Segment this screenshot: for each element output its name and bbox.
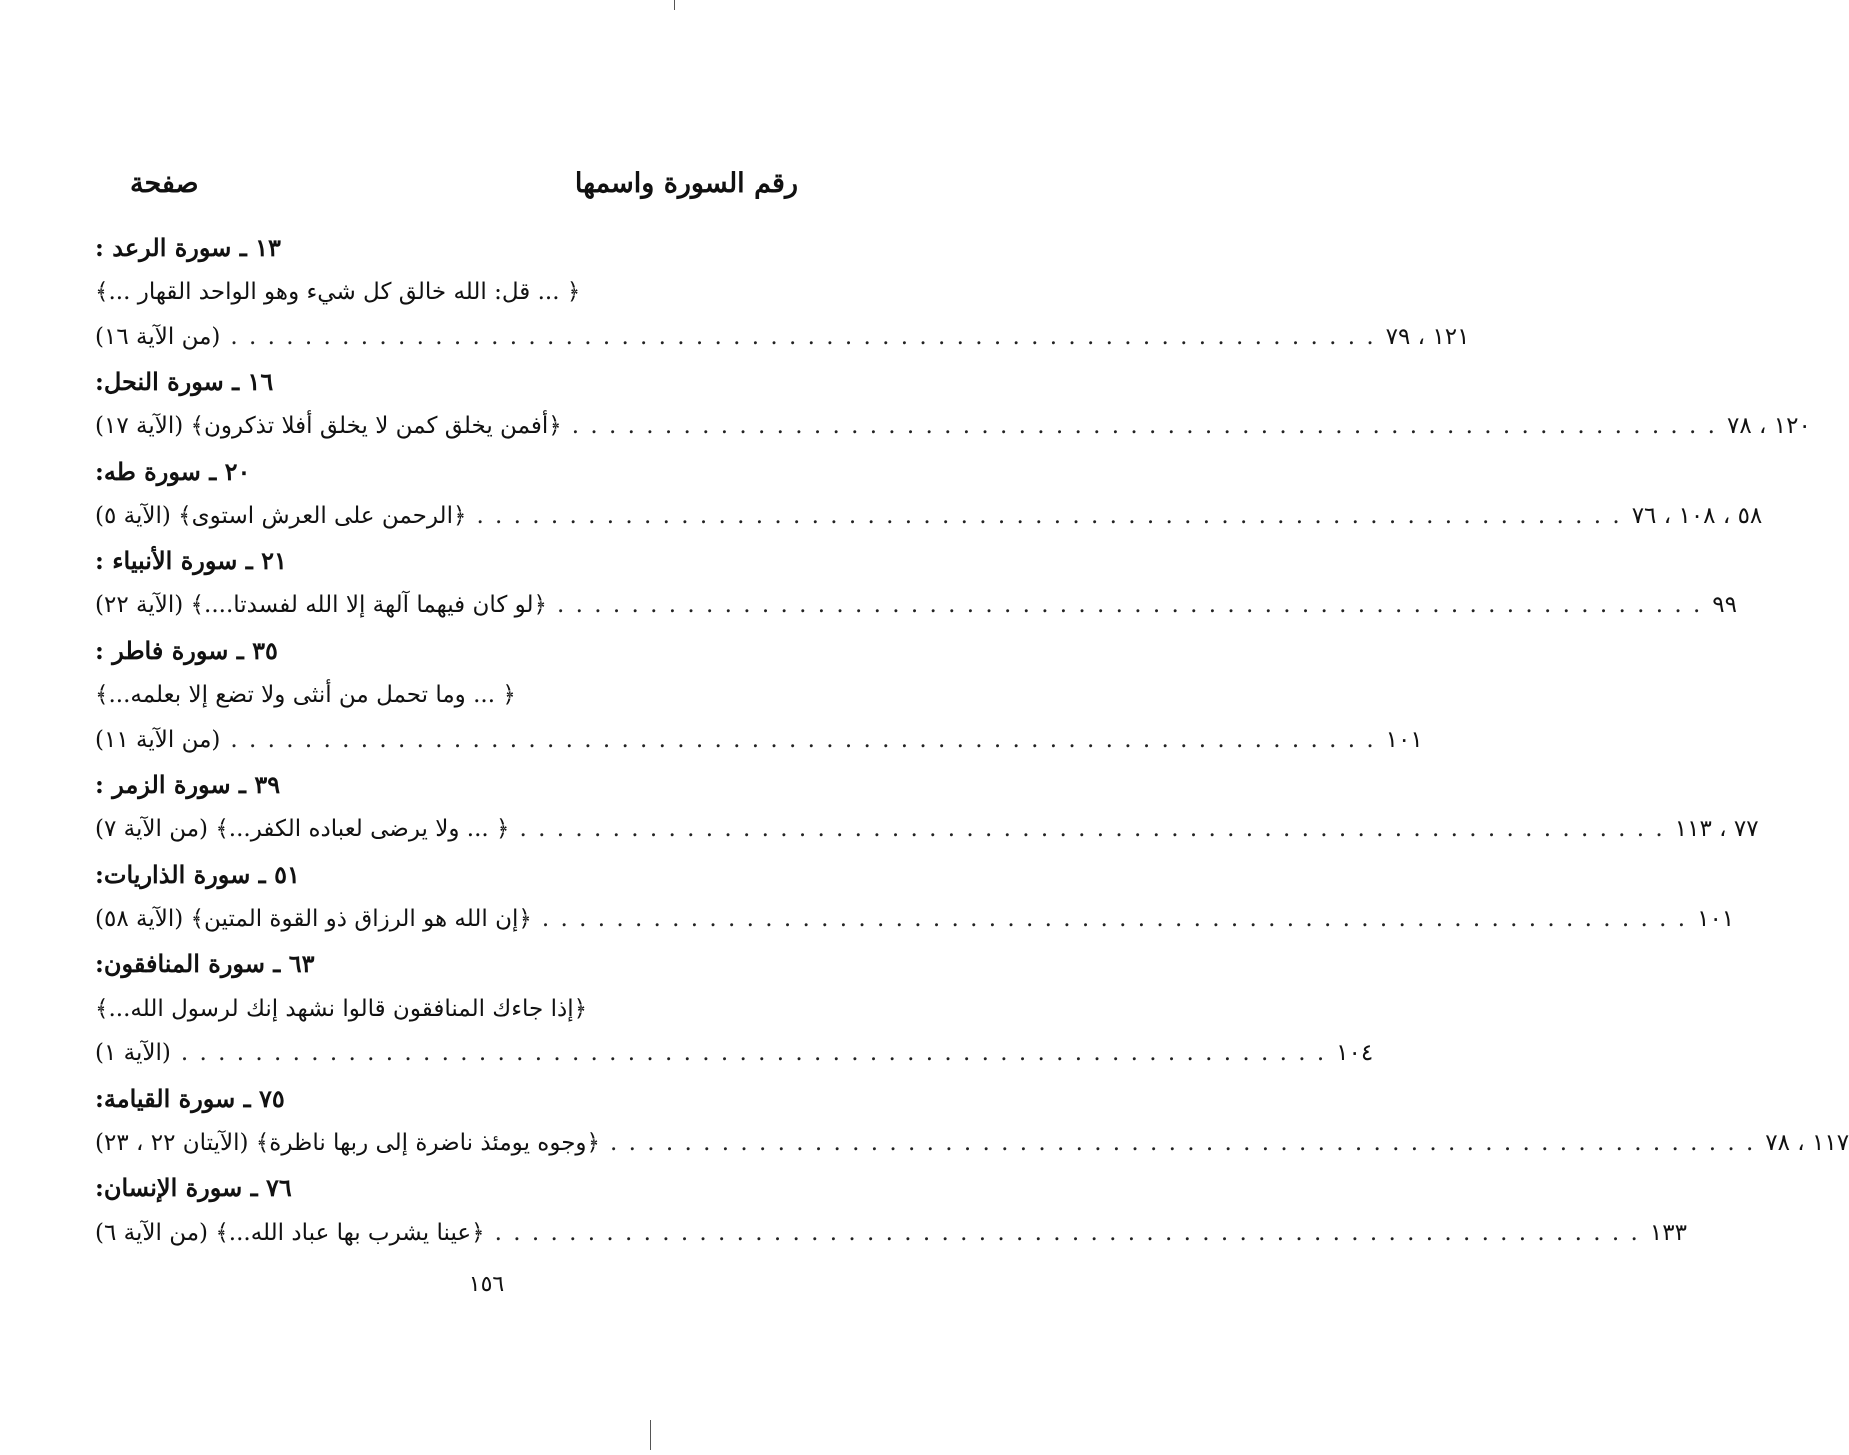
page-refs: ٧٧ ، ١١٣ xyxy=(1674,816,1759,843)
verse-text: (من الآية ١١) xyxy=(95,726,221,753)
verse-line xyxy=(95,270,798,314)
leader-dots: . . . . . . . . . . . . . . . . . . . . . . . . . . . . . . . . . . . . . . . . . . . . . . . . . . . . . . . . . . . . . . xyxy=(571,413,1717,440)
verse-reference-row xyxy=(95,1211,1687,1255)
page-refs: ١٠٤ xyxy=(1336,1040,1374,1067)
verse-reference-row xyxy=(95,1031,1374,1075)
surah-heading xyxy=(95,359,798,403)
index-header xyxy=(130,168,798,199)
surah-title: ٦٣ ـ سورة المنافقون: xyxy=(95,949,315,979)
verse-reference-row xyxy=(95,583,1737,627)
page-refs: ١٢١ ، ٧٩ xyxy=(1385,323,1470,350)
scan-mark-bottom xyxy=(650,1420,651,1450)
leader-dots: . . . . . . . . . . . . . . . . . . . . . . . . . . . . . . . . . . . . . . . . . . . . . . . . . . . . . . . . . . . . . . xyxy=(494,1219,1640,1246)
leader-dots: . . . . . . . . . . . . . . . . . . . . . . . . . . . . . . . . . . . . . . . . . . . . . . . . . . . . . . . . . . . . . . xyxy=(180,1040,1327,1067)
verse-text: ﴿عينا يشرب بها عباد الله...﴾ (من الآية ٦) xyxy=(95,1219,485,1246)
surah-title: ٢١ ـ سورة الأنبياء : xyxy=(95,546,287,576)
verse-text: ﴿ ... قل: الله خالق كل شيء وهو الواحد القهار ...﴾ xyxy=(95,278,581,305)
verse-text: ﴿الرحمن على العرش استوى﴾ (الآية ٥) xyxy=(95,502,467,529)
surah-title: ٥١ ـ سورة الذاريات: xyxy=(95,859,300,889)
surah-heading xyxy=(95,942,798,986)
leader-dots: . . . . . . . . . . . . . . . . . . . . . . . . . . . . . . . . . . . . . . . . . . . . . . . . . . . . . . . . . . . . . . xyxy=(610,1130,1756,1156)
verse-reference-row xyxy=(95,897,1735,941)
surah-title: ٢٠ ـ سورة طه: xyxy=(95,456,251,486)
header-surah-column: رقم السورة واسمها xyxy=(574,168,798,199)
surah-heading xyxy=(95,539,798,583)
page-refs: ١١٧ ، ٧٨ xyxy=(1765,1130,1849,1156)
leader-dots: . . . . . . . . . . . . . . . . . . . . . . . . . . . . . . . . . . . . . . . . . . . . . . . . . . . . . . . . . . . . . . xyxy=(519,816,1665,843)
header-page-column: صفحة xyxy=(130,168,199,199)
verse-reference-row xyxy=(95,807,1759,851)
verse-text: ﴿لو كان فيهما آلهة إلا الله لفسدتا....﴾ (الآية ٢٢) xyxy=(95,592,548,619)
page-refs: ١٢٠ ، ٧٨ xyxy=(1727,413,1811,440)
surah-title: ٣٩ ـ سورة الزمر : xyxy=(95,770,281,800)
surah-heading xyxy=(95,763,798,807)
page-refs: ٥٨ ، ١٠٨ ، ٧٦ xyxy=(1631,502,1763,529)
verse-text: ﴿وجوه يومئذ ناضرة إلى ربها ناظرة﴾ (الآيتان ٢٢ ، ٢٣) xyxy=(95,1130,601,1156)
surah-heading xyxy=(95,628,798,672)
verse-text: ﴿إذا جاءك المنافقون قالوا نشهد إنك لرسول الله...﴾ xyxy=(95,995,588,1022)
verse-text: ﴿أفمن يخلق كمن لا يخلق أفلا تذكرون﴾ (الآية ١٧) xyxy=(95,413,562,440)
surah-title: ٧٦ ـ سورة الإنسان: xyxy=(95,1173,292,1203)
surah-title: ١٦ ـ سورة النحل: xyxy=(95,366,274,396)
verse-text: (الآية ١) xyxy=(95,1040,171,1067)
leader-dots: . . . . . . . . . . . . . . . . . . . . . . . . . . . . . . . . . . . . . . . . . . . . . . . . . . . . . . . . . . . . . . xyxy=(541,906,1688,932)
page-number: ١٥٦ xyxy=(468,1272,505,1297)
surah-heading xyxy=(95,1076,798,1120)
leader-dots: . . . . . . . . . . . . . . . . . . . . . . . . . . . . . . . . . . . . . . . . . . . . . . . . . . . . . . . . . . . . . . xyxy=(230,323,1376,350)
verse-line xyxy=(95,987,798,1031)
page-refs: ١٠١ xyxy=(1385,726,1423,753)
leader-dots: . . . . . . . . . . . . . . . . . . . . . . . . . . . . . . . . . . . . . . . . . . . . . . . . . . . . . . . . . . . . . . xyxy=(557,592,1703,619)
verse-text: (من الآية ١٦) xyxy=(95,323,221,350)
verse-reference-row xyxy=(95,718,1423,762)
verse-text: ﴿ ... وما تحمل من أنثى ولا تضع إلا بعلمه...﴾ xyxy=(95,682,516,708)
leader-dots: . . . . . . . . . . . . . . . . . . . . . . . . . . . . . . . . . . . . . . . . . . . . . . . . . . . . . . . . . . . . . . xyxy=(476,502,1622,529)
surah-heading xyxy=(95,852,798,896)
verse-text: ﴿ ... ولا يرضى لعباده الكفر...﴾ (من الآية ٧) xyxy=(95,816,510,843)
verse-reference-row xyxy=(95,494,1763,538)
page-refs: ١٠١ xyxy=(1697,906,1735,932)
surah-heading xyxy=(95,1166,798,1210)
scan-mark-top xyxy=(674,0,675,10)
surah-title: ٧٥ ـ سورة القيامة: xyxy=(95,1083,285,1113)
verse-text: ﴿إن الله هو الرزاق ذو القوة المتين﴾ (الآية ٥٨) xyxy=(95,906,532,932)
page-refs: ٩٩ xyxy=(1712,592,1737,619)
surah-heading xyxy=(95,449,798,493)
leader-dots: . . . . . . . . . . . . . . . . . . . . . . . . . . . . . . . . . . . . . . . . . . . . . . . . . . . . . . . . . . . . . . xyxy=(230,726,1376,753)
surah-title: ١٣ ـ سورة الرعد : xyxy=(95,232,281,262)
surah-title: ٣٥ ـ سورة فاطر : xyxy=(95,635,278,665)
surah-heading xyxy=(95,225,798,269)
verse-reference-row xyxy=(95,404,1811,448)
verse-reference-row xyxy=(95,1121,1849,1165)
verse-reference-row xyxy=(95,315,1470,359)
verse-line xyxy=(95,673,798,717)
page-refs: ١٣٣ xyxy=(1649,1219,1687,1246)
